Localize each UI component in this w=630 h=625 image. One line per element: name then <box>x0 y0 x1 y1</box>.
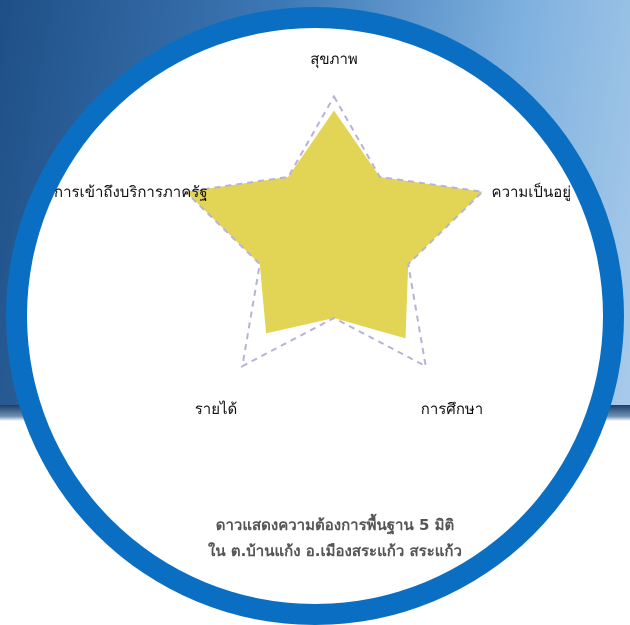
caption-line-1: ดาวแสดงความต้องการพื้นฐาน 5 มิติ <box>215 516 455 534</box>
axis-label-health: สุขภาพ <box>310 50 358 68</box>
caption-line-2: ใน ต.บ้านแก้ง อ.เมืองสระแก้ว สระแก้ว <box>208 542 462 560</box>
axis-label-living: ความเป็นอยู่ <box>491 183 571 201</box>
star-marks-layer <box>186 97 483 367</box>
axis-label-income: รายได้ <box>194 400 238 418</box>
axis-label-public-services: การเข้าถึงบริการภาครัฐ <box>54 183 208 201</box>
star-fill <box>186 111 483 339</box>
axis-label-education: การศึกษา <box>420 400 484 418</box>
